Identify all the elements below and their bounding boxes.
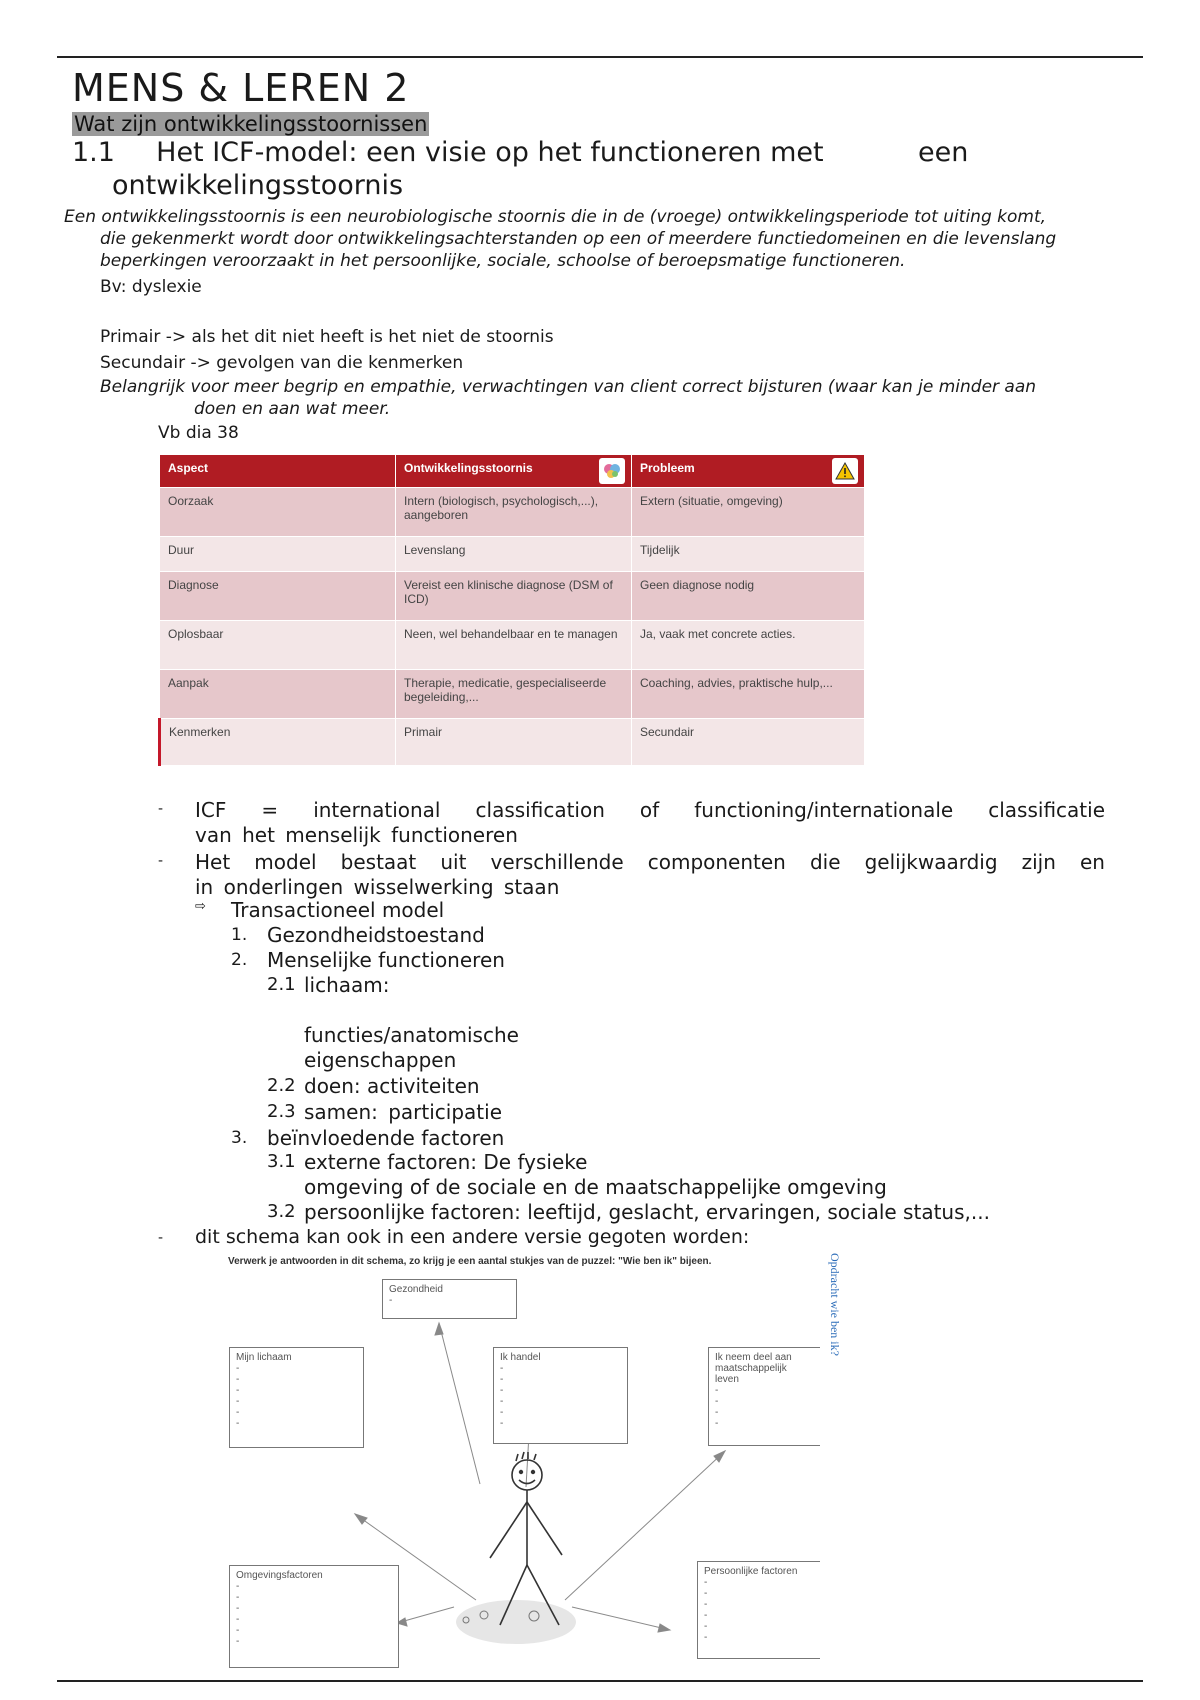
definition-line: die gekenmerkt wordt door ontwikkelingsachterstanden op een of meerdere functiedomeinen en die levenslang	[100, 229, 1057, 249]
heading-line-1	[72, 137, 824, 168]
table-cell: Intern (biologisch, psychologisch,...), aangeboren	[396, 488, 632, 537]
lichaam-continued: eigenschappen	[304, 1048, 457, 1072]
heading-line-2: ontwikkelingsstoornis	[112, 170, 404, 201]
table-cell: Neen, wel behandelbaar en te managen	[396, 621, 632, 670]
definition-line: beperkingen veroorzaakt in het persoonlijke, sociale, schoolse of beroepsmatige functioneren.	[100, 251, 906, 271]
bullet-dash: -	[158, 853, 164, 869]
table-row	[160, 621, 865, 670]
side-note-text: Opdracht wie ben ik?	[828, 1253, 842, 1356]
item-number: 1.	[231, 925, 248, 945]
table-cell: Therapie, medicatie, gespecialiseerde begeleiding,...	[396, 670, 632, 719]
table-cell: Coaching, advies, praktische hulp,...	[632, 670, 865, 719]
lichaam-text: lichaam:	[304, 973, 390, 997]
sub-number: 2.3	[267, 1101, 296, 1122]
box-mijn-lichaam	[229, 1347, 364, 1448]
arrow-bullet-icon: ⇨	[195, 899, 206, 914]
table-row	[160, 670, 865, 719]
table-cell: Oplosbaar	[160, 621, 396, 670]
table-row	[160, 719, 865, 766]
gezondheidstoestand-text: Gezondheidstoestand	[267, 923, 485, 947]
icf-line-2: van het menselijk functioneren	[195, 823, 518, 847]
samen-text: samen: participatie	[304, 1100, 503, 1124]
bottom-rule	[57, 1680, 1143, 1682]
box-persoonlijke-factoren	[697, 1561, 820, 1659]
table-cell: Primair	[396, 719, 632, 766]
header-label: Probleem	[640, 461, 695, 475]
icf-line-1: ICF = international classification of functioning/internationale classificatie	[195, 798, 1105, 822]
page-title: MENS & LEREN 2	[72, 66, 410, 110]
table-cell: Extern (situatie, omgeving)	[632, 488, 865, 537]
box-bullets: - - - -	[715, 1385, 719, 1429]
side-note	[826, 1253, 844, 1373]
item-number: 2.	[231, 950, 248, 970]
brain-icon	[599, 458, 625, 484]
definition-paragraph	[64, 206, 1144, 272]
connector-line	[439, 1323, 480, 1484]
doen-text: doen: activiteiten	[304, 1074, 480, 1098]
box-label: Mijn lichaam	[236, 1352, 292, 1363]
item-number: 3.	[231, 1128, 248, 1148]
vb-dia-text: Vb dia 38	[158, 423, 239, 443]
box-bullets: - - - - - -	[236, 1581, 240, 1647]
primair-text: Primair -> als het dit niet heeft is het niet de stoornis	[100, 327, 554, 347]
box-gezondheid	[382, 1279, 517, 1319]
heading-number: 1.1	[72, 137, 115, 168]
box-bullets: - - - - - -	[704, 1577, 708, 1643]
menselijke-functioneren-text: Menselijke functioneren	[267, 948, 505, 972]
comparison-table	[158, 454, 865, 766]
table-header-row	[160, 455, 865, 488]
box-label: Persoonlijke factoren	[704, 1566, 798, 1577]
stick-figure-icon	[490, 1452, 562, 1625]
box-ik-handel	[493, 1347, 628, 1444]
table-row	[160, 572, 865, 621]
table-cell: Levenslang	[396, 537, 632, 572]
header-label: Ontwikkelingsstoornis	[404, 461, 533, 475]
box-label: Ik neem deel aan maatschappelijk leven	[715, 1352, 792, 1385]
secundair-text: Secundair -> gevolgen van die kenmerken	[100, 353, 464, 373]
header-aspect: Aspect	[160, 455, 396, 488]
table-cell: Ja, vaak met concrete acties.	[632, 621, 865, 670]
model-line-2: in onderlingen wisselwerking staan	[195, 875, 560, 899]
header-ontwikkelingsstoornis	[396, 455, 632, 488]
table-cell: Geen diagnose nodig	[632, 572, 865, 621]
model-line-1: Het model bestaat uit verschillende componenten die gelijkwaardig zijn en	[195, 850, 1105, 874]
box-bullets: - - - - - -	[236, 1363, 240, 1429]
table-cell: Aanpak	[160, 670, 396, 719]
arrowhead	[435, 1323, 443, 1335]
lichaam-continued: functies/anatomische	[304, 1023, 519, 1047]
table-cell: Kenmerken	[160, 719, 396, 766]
beinvloedende-factoren-text: beïnvloedende factoren	[267, 1126, 505, 1150]
sub-number: 3.1	[267, 1151, 296, 1172]
arrowhead	[355, 1514, 367, 1524]
table-cell: Secundair	[632, 719, 865, 766]
box-label: Gezondheid	[389, 1284, 443, 1295]
table-cell: Vereist een klinische diagnose (DSM of ICD)	[396, 572, 632, 621]
sub-number: 2.1	[267, 974, 296, 995]
diagram-instruction: Verwerk je antwoorden in dit schema, zo krijg je een aantal stukjes van de puzzel: "Wie ben ik" bijeen.	[228, 1256, 712, 1267]
section-highlight: Wat zijn ontwikkelingsstoornissen	[74, 112, 428, 136]
warning-icon	[832, 458, 858, 484]
sub-number: 2.2	[267, 1075, 296, 1096]
top-rule	[57, 56, 1143, 58]
box-bullets: - - - - - -	[500, 1363, 504, 1429]
transactioneel-text: Transactioneel model	[231, 898, 445, 922]
table-row	[160, 537, 865, 572]
persoonlijke-factoren-text: persoonlijke factoren: leeftijd, geslacht, ervaringen, sociale status,...	[304, 1200, 990, 1224]
table-cell: Oorzaak	[160, 488, 396, 537]
table-cell: Duur	[160, 537, 396, 572]
connector-line	[572, 1607, 670, 1630]
schema-text: dit schema kan ook in een andere versie gegoten worden:	[195, 1226, 750, 1248]
belangrijk-line-2: doen en aan wat meer.	[194, 399, 391, 419]
bullet-dash: -	[158, 801, 164, 817]
table-cell: Tijdelijk	[632, 537, 865, 572]
definition-line: Een ontwikkelingsstoornis is een neurobiologische stoornis die in de (vroege) ontwikkelingsperiode tot uiting komt,	[64, 207, 1047, 227]
arrowhead	[658, 1624, 670, 1632]
externe-factoren-text: externe factoren: De fysieke	[304, 1150, 588, 1174]
table-cell: Diagnose	[160, 572, 396, 621]
box-maatschappelijk-leven	[708, 1347, 820, 1446]
header-probleem	[632, 455, 865, 488]
bullet-dash: -	[158, 1230, 164, 1246]
box-label: Omgevingsfactoren	[236, 1570, 323, 1581]
example-text: Bv: dyslexie	[100, 277, 202, 297]
table-row	[160, 488, 865, 537]
sub-number: 3.2	[267, 1201, 296, 1222]
box-omgevingsfactoren	[229, 1565, 399, 1668]
heading-text: Het ICF-model: een visie op het functioneren met	[156, 137, 824, 168]
belangrijk-line-1: Belangrijk voor meer begrip en empathie, verwachtingen van client correct bijsturen (waar kan je minder aan	[100, 377, 1037, 397]
box-label: Ik handel	[500, 1352, 541, 1363]
heading-een: een	[918, 137, 969, 168]
box-bullet: -	[389, 1295, 393, 1306]
externe-factoren-continued: omgeving of de sociale en de maatschappelijke omgeving	[304, 1175, 887, 1199]
